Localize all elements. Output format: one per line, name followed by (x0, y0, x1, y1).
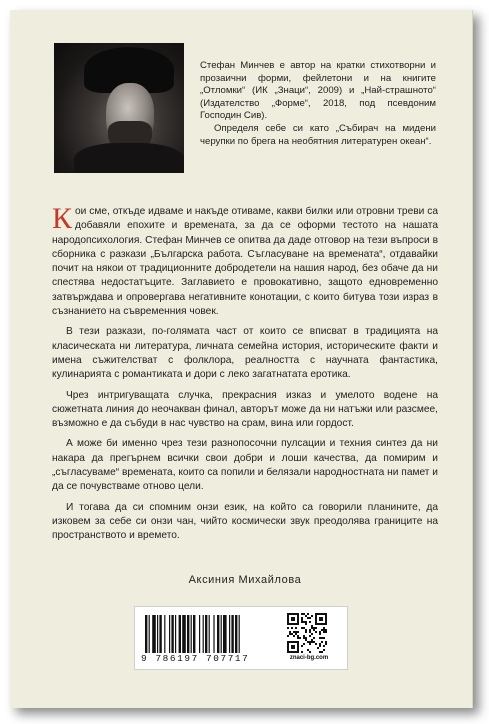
qr-module (287, 615, 289, 617)
qr-module (289, 623, 291, 625)
barcode-bar (231, 615, 233, 653)
qr-module (287, 619, 289, 621)
qr-module (297, 623, 299, 625)
qr-module (319, 633, 321, 635)
qr-module (317, 623, 319, 625)
qr-module (289, 633, 291, 635)
blurb-text (52, 202, 438, 550)
qr-module (307, 617, 309, 619)
qr-module (297, 651, 299, 653)
qr-module (309, 635, 311, 637)
blurb-paragraph-4: А може би именно чрез тези разнопосочни пулсации и техния синтез да ни накара да прегърнем всички свои добри и лоши качества, да помирим и „съгласуваме“ времената, които са попили и белязали народностната ни памет и да се почувстваме отново цели. (52, 438, 438, 493)
qr-module (303, 643, 305, 645)
qr-module (297, 619, 299, 621)
qr-module (315, 613, 317, 615)
bio-paragraph-1: Стефан Минчев е автор на кратки стихотворни и прозаични форми, фейлетони и на книгите „Отломки“ (ИК „Знаци“, 2009) и „Най-страшното“ (Издателство „Форме“, 2018, под псевдоним Господин Сив). (200, 60, 436, 122)
qr-module (319, 645, 321, 647)
qr-module (325, 641, 327, 643)
qr-module (303, 613, 305, 615)
barcode-bar (149, 615, 150, 653)
barcode-bar (235, 615, 237, 653)
qr-module (291, 617, 293, 619)
barcode-bar (152, 615, 156, 653)
qr-module (313, 627, 315, 629)
barcode-bar (213, 615, 214, 653)
qr-module (297, 617, 299, 619)
qr-module (293, 651, 295, 653)
qr-module (321, 619, 323, 621)
qr-module (319, 643, 321, 645)
qr-module (313, 629, 315, 631)
qr-module (319, 651, 321, 653)
qr-module (287, 645, 289, 647)
qr-module (323, 645, 325, 647)
qr-module (287, 647, 289, 649)
qr-module (301, 651, 303, 653)
qr-module (291, 613, 293, 615)
qr-module (293, 617, 295, 619)
qr-module (301, 627, 303, 629)
qr-module (309, 621, 311, 623)
qr-module (315, 617, 317, 619)
qr-module (301, 645, 303, 647)
qr-module (307, 613, 309, 615)
qr-module (321, 629, 323, 631)
qr-module (305, 637, 307, 639)
qr-module (295, 613, 297, 615)
qr-module (311, 625, 313, 627)
qr-module (311, 627, 313, 629)
qr-module (301, 617, 303, 619)
author-bio (200, 60, 436, 148)
qr-module (291, 647, 293, 649)
barcode-bar (205, 615, 207, 653)
qr-module (315, 627, 317, 629)
barcode-bar (221, 615, 222, 653)
qr-module (291, 623, 293, 625)
qr-module (323, 649, 325, 651)
blurb-paragraph-5: И тогава да си спомним онзи език, на който са говорили планините, да изковем за себе си онзи чан, чийто космически звук преодолява границите на пространството и времето. (52, 501, 438, 542)
qr-module (297, 637, 299, 639)
qr-module (287, 651, 289, 653)
qr-module (293, 647, 295, 649)
qr-module (307, 649, 309, 651)
blurb-paragraph-1 (52, 202, 438, 319)
qr-module (317, 647, 319, 649)
review-signature: Аксиния Михайлова (188, 574, 302, 586)
qr-module (319, 619, 321, 621)
qr-module (309, 631, 311, 633)
qr-module (297, 647, 299, 649)
qr-module (291, 645, 293, 647)
qr-module (293, 631, 295, 633)
qr-module (305, 631, 307, 633)
qr-module (315, 621, 317, 623)
qr-module (311, 639, 313, 641)
qr-module (309, 617, 311, 619)
qr-module (297, 645, 299, 647)
qr-module (315, 623, 317, 625)
qr-module (315, 615, 317, 617)
barcode-bar (179, 615, 181, 653)
qr-module (291, 651, 293, 653)
qr-module (295, 641, 297, 643)
isbn-barcode (143, 615, 279, 653)
qr-module (325, 643, 327, 645)
qr-module (297, 613, 299, 615)
barcode-bar (203, 615, 204, 653)
barcode-bar (199, 615, 200, 653)
qr-module (287, 635, 289, 637)
qr-module (325, 631, 327, 633)
qr-module (291, 627, 293, 629)
qr-module (313, 641, 315, 643)
qr-module (293, 613, 295, 615)
qr-module (297, 641, 299, 643)
barcode-bar (169, 615, 170, 653)
qr-module (297, 643, 299, 645)
qr-module (287, 643, 289, 645)
qr-module (315, 643, 317, 645)
qr-module (287, 617, 289, 619)
qr-module (319, 631, 321, 633)
qr-module (323, 613, 325, 615)
qr-module (323, 629, 325, 631)
qr-module (325, 613, 327, 615)
qr-module (301, 619, 303, 621)
qr-module (297, 621, 299, 623)
barcode-bar (229, 615, 230, 653)
qr-module (307, 641, 309, 643)
qr-module (321, 617, 323, 619)
qr-module (295, 633, 297, 635)
qr-module (323, 631, 325, 633)
qr-module (303, 621, 305, 623)
dropcap: К (52, 202, 73, 235)
qr-module (305, 639, 307, 641)
qr-module (301, 621, 303, 623)
qr-module (319, 623, 321, 625)
author-portrait (54, 43, 184, 173)
qr-module (319, 613, 321, 615)
qr-module (297, 635, 299, 637)
qr-module (299, 637, 301, 639)
qr-module (325, 615, 327, 617)
qr-module (295, 623, 297, 625)
qr-code (287, 613, 327, 653)
qr-module (291, 641, 293, 643)
qr-module (321, 623, 323, 625)
portrait-coat (74, 143, 184, 173)
qr-module (321, 651, 323, 653)
qr-module (325, 619, 327, 621)
qr-module (289, 651, 291, 653)
barcode-bar (159, 615, 161, 653)
qr-module (313, 637, 315, 639)
qr-module (287, 613, 289, 615)
back-cover (10, 10, 473, 708)
qr-module (293, 635, 295, 637)
barcode-bar (239, 615, 240, 653)
qr-module (309, 643, 311, 645)
qr-module (297, 615, 299, 617)
qr-module (289, 613, 291, 615)
qr-module (297, 631, 299, 633)
qr-module (297, 649, 299, 651)
qr-module (311, 615, 313, 617)
barcode-bar (217, 615, 219, 653)
qr-module (319, 637, 321, 639)
qr-module (289, 641, 291, 643)
qr-module (323, 627, 325, 629)
qr-module (319, 617, 321, 619)
qr-module (321, 613, 323, 615)
qr-module (309, 641, 311, 643)
barcode-bar (164, 615, 165, 653)
qr-module (287, 641, 289, 643)
qr-module (293, 641, 295, 643)
qr-module (305, 629, 307, 631)
qr-module (287, 621, 289, 623)
qr-module (325, 621, 327, 623)
barcode-bar (191, 615, 192, 653)
qr-module (305, 623, 307, 625)
qr-module (315, 631, 317, 633)
blurb-paragraph-2: В тези разкази, по-голямата част от които се вписват в традицията на класическата ни литература, личната семейна история, историческите факти и имена съжителстват с фолклора, реалността с научната фантастика, кулинарията с романтиката и дори с леко загатнатата еротика. (52, 326, 438, 381)
qr-module (295, 627, 297, 629)
qr-module (305, 615, 307, 617)
qr-module (309, 651, 311, 653)
qr-module (287, 649, 289, 651)
qr-module (325, 623, 327, 625)
barcode-bar (157, 615, 158, 653)
qr-module (295, 651, 297, 653)
qr-module (303, 637, 305, 639)
qr-module (293, 645, 295, 647)
barcode-bar (209, 615, 210, 653)
barcode-panel (134, 606, 348, 670)
qr-module (323, 623, 325, 625)
qr-module (293, 619, 295, 621)
blurb-paragraph-3: Чрез интригуващата случка, прекрасния изказ и умелото водене на сюжетната линия до неочакван финал, авторът може да ни натъжи или разсмее, възможно е да събуди в нас чувство на срам, вина или гордост. (52, 389, 438, 430)
qr-module (317, 613, 319, 615)
qr-module (295, 631, 297, 633)
qr-module (315, 619, 317, 621)
barcode-bar (193, 615, 195, 653)
qr-module (323, 637, 325, 639)
barcode-bar (145, 615, 147, 653)
qr-module (301, 613, 303, 615)
barcode-bar (175, 615, 176, 653)
qr-module (325, 617, 327, 619)
qr-module (311, 641, 313, 643)
qr-module (291, 619, 293, 621)
qr-module (289, 631, 291, 633)
qr-caption: znaci-bg.com (289, 655, 329, 661)
qr-module (303, 635, 305, 637)
qr-module (321, 641, 323, 643)
bio-paragraph-2: Определя себе си като „Събирач на мидени черупки по брега на необятния литературен океан“. (200, 122, 436, 147)
qr-module (321, 637, 323, 639)
qr-module (293, 623, 295, 625)
barcode-bar (223, 615, 227, 653)
blurb-paragraph-1-text: ои сме, откъде идваме и накъде отиваме, какви билки или отровни треви са добавяли епохите и времената, за да се оформи тестото на нашата народопсихология. Стефан Минчев се опитва да даде отговор на тези въпроси в сборника с разкази „Българска работа. Съгласуване на времената“, отдавайки почит на някои от традиционните добродетели на нашия народ, без обаче да ни спестява недостатъците. Заглавието е провокативно, защото едновременно затвърждава и опровергава негативните конотации, с които битува този израз в съзнанието на съвременния човек. (52, 206, 438, 318)
isbn-digits: 9 786197 707717 (141, 653, 250, 664)
barcode-bar (187, 615, 189, 653)
qr-module (287, 627, 289, 629)
qr-module (303, 627, 305, 629)
barcode-bar (182, 615, 186, 653)
qr-module (311, 633, 313, 635)
qr-module (325, 629, 327, 631)
barcode-bar (171, 615, 173, 653)
qr-module (305, 621, 307, 623)
qr-module (287, 623, 289, 625)
qr-module (309, 629, 311, 631)
qr-module (291, 633, 293, 635)
